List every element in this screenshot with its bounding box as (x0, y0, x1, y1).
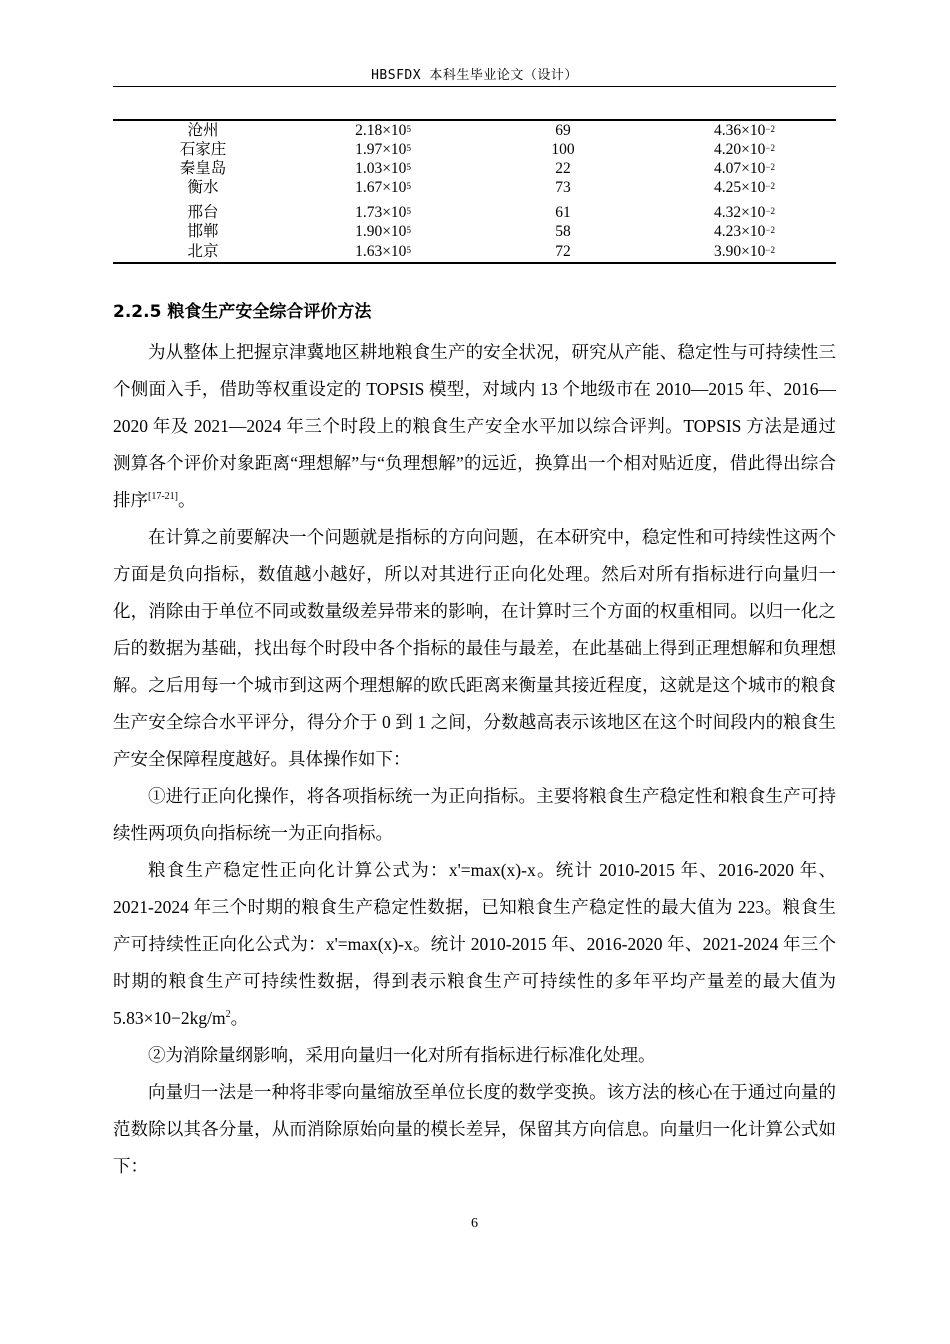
paragraph-1-text: 为从整体上把握京津冀地区耕地粮食生产的安全状况，研究从产能、稳定性与可持续性三个侧面入手，借助等权重设定的 TOPSIS 模型，对域内 13 个地级市在 2010—2015 年、2016—2020 年及 2021—2024 年三个时段上的粮食生产安全水平加以综合评判。TOPSIS 方法是通过测算各个评价对象距离“理想解”与“负理想解”的远近，换算出一个相对贴近度，借此得出综合排序 (113, 342, 836, 510)
value-cell-3: $4.20\times 10^{-2}$ (714, 141, 775, 158)
value-cell-1: $1.73\times 10^5$ (355, 204, 411, 221)
section-title: 2.2.5 粮食生产安全综合评价方法 (113, 302, 372, 322)
value-cell-3: $4.25\times 10^{-2}$ (714, 179, 775, 196)
city-cell: 秦皇岛 (179, 160, 227, 177)
city-cell: 石家庄 (179, 141, 227, 158)
value-cell-1: $1.97\times 10^5$ (355, 141, 411, 158)
value-cell-3: $3.90\times 10^{-2}$ (714, 243, 775, 260)
value-cell-2: 22 (555, 160, 571, 177)
city-cell: 邢台 (187, 204, 219, 221)
city-cell: 沧州 (187, 122, 219, 139)
table-row (113, 159, 836, 178)
city-cell: 邯郸 (187, 223, 219, 240)
paragraph-4-text: 粮食生产稳定性正向化计算公式为：x'=max(x)-x。统计 2010-2015 年、2016-2020 年、2021-2024 年三个时期的粮食生产稳定性数据，已知粮食生产稳定性的最大值为 223。粮食生产可持续性正向化公式为：x'=max(x)-x。统计 2010-2015 年、2016-2020 年、2021-2024 年三个时期的粮食生产可持续性数据，得到表示粮食生产可持续性的多年平均产量差的最大值为 5.83×10−2kg/m (113, 860, 836, 1028)
header-rule (113, 86, 836, 87)
paragraph-4-end: 。 (230, 1008, 249, 1028)
table-row (113, 140, 836, 159)
value-cell-2: 69 (555, 122, 571, 139)
city-cell: 衡水 (187, 179, 219, 196)
table-row (113, 203, 836, 222)
value-cell-1: $1.67\times 10^5$ (355, 179, 411, 196)
value-cell-3: $4.23\times 10^{-2}$ (714, 223, 775, 240)
paragraph-4 (113, 852, 836, 1037)
paragraph-3: ①进行正向化操作，将各项指标统一为正向指标。主要将粮食生产稳定性和粮食生产可持续性两项负向指标统一为正向指标。 (113, 786, 836, 843)
page-number: 6 (471, 1216, 478, 1231)
value-cell-2: 61 (555, 204, 571, 221)
paragraph-5: ②为消除量纲影响，采用向量归一化对所有指标进行标准化处理。 (148, 1045, 656, 1065)
value-cell-1: $1.90\times 10^5$ (355, 223, 411, 240)
value-cell-1: $2.18\times 10^5$ (355, 122, 411, 139)
table-row (113, 121, 836, 140)
body-text (113, 334, 836, 1185)
value-cell-2: 58 (555, 223, 571, 240)
running-header: HBSFDX 本科生毕业论文（设计） (371, 68, 578, 83)
paragraph-2: 在计算之前要解决一个问题就是指标的方向问题，在本研究中，稳定性和可持续性这两个方面是负向指标，数值越小越好，所以对其进行正向化处理。然后对所有指标进行向量归一化，消除由于单位不同或数量级差异带来的影响，在计算时三个方面的权重相同。以归一化之后的数据为基础，找出每个时段中各个指标的最佳与最差，在此基础上得到正理想解和负理想解。之后用每一个城市到这两个理想解的欧氏距离来衡量其接近程度，这就是这个城市的粮食生产安全综合水平评分，得分介于 0 到 1 之间，分数越高表示该地区在这个时间段内的粮食生产安全保障程度越好。具体操作如下： (113, 527, 836, 769)
value-cell-3: $4.07\times 10^{-2}$ (714, 160, 775, 177)
paragraph-1 (113, 334, 836, 519)
value-cell-2: 72 (555, 243, 571, 260)
value-cell-1: $1.03\times 10^5$ (355, 160, 411, 177)
value-cell-2: 73 (555, 179, 571, 196)
value-cell-3: $4.32\times 10^{-2}$ (714, 204, 775, 221)
paragraph-6: 向量归一法是一种将非零向量缩放至单位长度的数学变换。该方法的核心在于通过向量的范数除以其各分量，从而消除原始向量的模长差异，保留其方向信息。向量归一化计算公式如下： (113, 1082, 836, 1176)
table-row (113, 222, 836, 241)
table-row (113, 242, 836, 261)
city-cell: 北京 (187, 243, 219, 260)
table-bottom-rule (113, 262, 836, 264)
value-cell-1: $1.63\times 10^5$ (355, 243, 411, 260)
paragraph-1-end: 。 (178, 490, 196, 510)
table-row (113, 178, 836, 197)
unit-superscript: 2 (225, 1009, 231, 1020)
value-cell-3: $4.36\times 10^{-2}$ (714, 122, 775, 139)
value-cell-2: 100 (551, 141, 575, 158)
citation: [17-21] (148, 491, 178, 502)
